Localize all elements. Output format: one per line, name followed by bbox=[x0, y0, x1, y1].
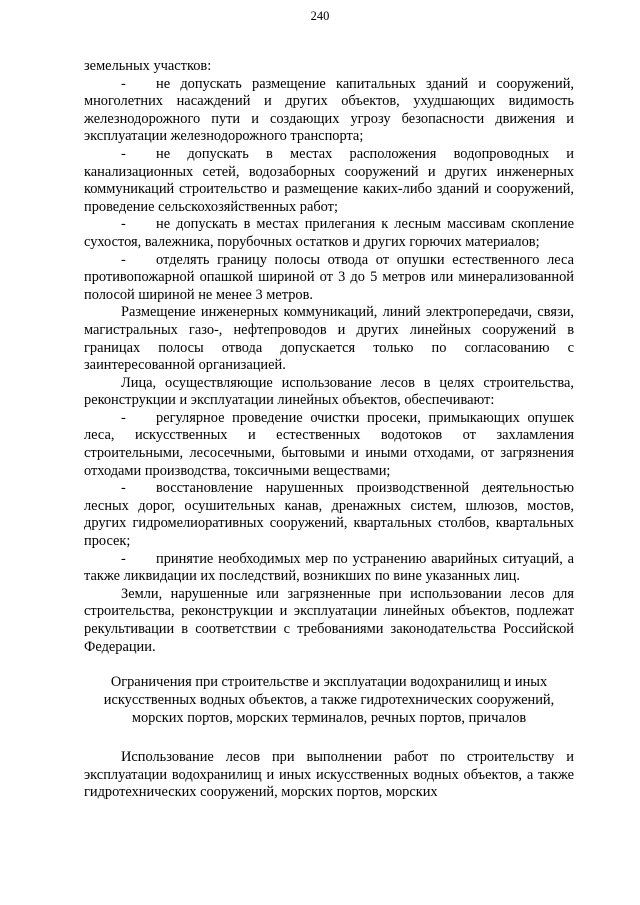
section-heading: Ограничения при строительстве и эксплуатации водохранилищ и иных искусственных водных объектов, а также гидротехнических сооружений, морских портов, морских терминалов, речных портов, причалов bbox=[103, 674, 555, 727]
bullet-item bbox=[84, 146, 574, 216]
document-body bbox=[84, 58, 574, 802]
bullet-dash: - bbox=[121, 550, 126, 567]
bullet-text: регулярное проведение очистки просеки, примыкающих опушек леса, искусственных и естественных водотоков от захламления строительными, лесосечными, бытовыми и иными отходами, от загрязнения отходами производства, токсичными веществами; bbox=[84, 409, 574, 479]
bullet-text: принятие необходимых мер по устранению аварийных ситуаций, а также ликвидации их последствий, возникших по вине указанных лиц. bbox=[84, 550, 574, 585]
bullet-item bbox=[84, 410, 574, 480]
bullet-item bbox=[84, 216, 574, 251]
paragraph: Использование лесов при выполнении работ по строительству и эксплуатации водохранилищ и иных искусственных водных объектов, а также гидротехнических сооружений, морских портов, морских bbox=[84, 749, 574, 801]
bullet-text: восстановление нарушенных производственной деятельностью лесных дорог, осушительных канав, дренажных систем, шлюзов, мостов, других гидромелиоративных сооружений, квартальных столбов, квартальных просек; bbox=[84, 480, 574, 550]
bullet-text: отделять границу полосы отвода от опушки естественного леса противопожарной опашкой шириной от 3 до 5 метров или минерализованной полосой шириной не менее 3 метров. bbox=[84, 251, 574, 303]
bullet-item bbox=[84, 480, 574, 550]
bullet-text: не допускать размещение капитальных зданий и сооружений, многолетних насаждений и других объектов, ухудшающих видимость железнодорожного пути и создающих угрозу безопасности движения и эксплуатации железнодорожного транспорта; bbox=[84, 75, 574, 145]
bullet-dash: - bbox=[121, 145, 126, 162]
page-number: 240 bbox=[310, 9, 330, 23]
bullet-dash: - bbox=[121, 216, 126, 233]
bullet-dash: - bbox=[121, 480, 126, 497]
bullet-text: не допускать в местах расположения водопроводных и канализационных сетей, водозаборных сооружений и других инженерных коммуникаций строительство и размещение каких-либо зданий и сооружений, проведение сельскохозяйственных работ; bbox=[84, 145, 574, 215]
bullet-dash: - bbox=[121, 409, 126, 426]
bullet-item bbox=[84, 252, 574, 305]
bullet-item bbox=[84, 551, 574, 586]
paragraph: Земли, нарушенные или загрязненные при использовании лесов для строительства, реконструкции и эксплуатации линейных объектов, подлежат рекультивации в соответствии с требованиями законодательства Российской Федерации. bbox=[84, 585, 574, 655]
bullet-dash: - bbox=[121, 251, 126, 268]
paragraph: Лица, осуществляющие использование лесов в целях строительства, реконструкции и эксплуатации линейных объектов, обеспечивают: bbox=[84, 374, 574, 409]
bullet-text: не допускать в местах прилегания к лесным массивам скопление сухостоя, валежника, порубочных остатков и других горючих материалов; bbox=[84, 216, 574, 250]
paragraph: Размещение инженерных коммуникаций, линий электропередачи, связи, магистральных газо-, нефтепроводов и других линейных сооружений в границах полосы отвода допускается только по согласованию с заинтересованной организацией. bbox=[84, 304, 574, 374]
text-line: земельных участков: bbox=[84, 58, 212, 74]
bullet-dash: - bbox=[121, 75, 126, 92]
bullet-item bbox=[84, 76, 574, 146]
